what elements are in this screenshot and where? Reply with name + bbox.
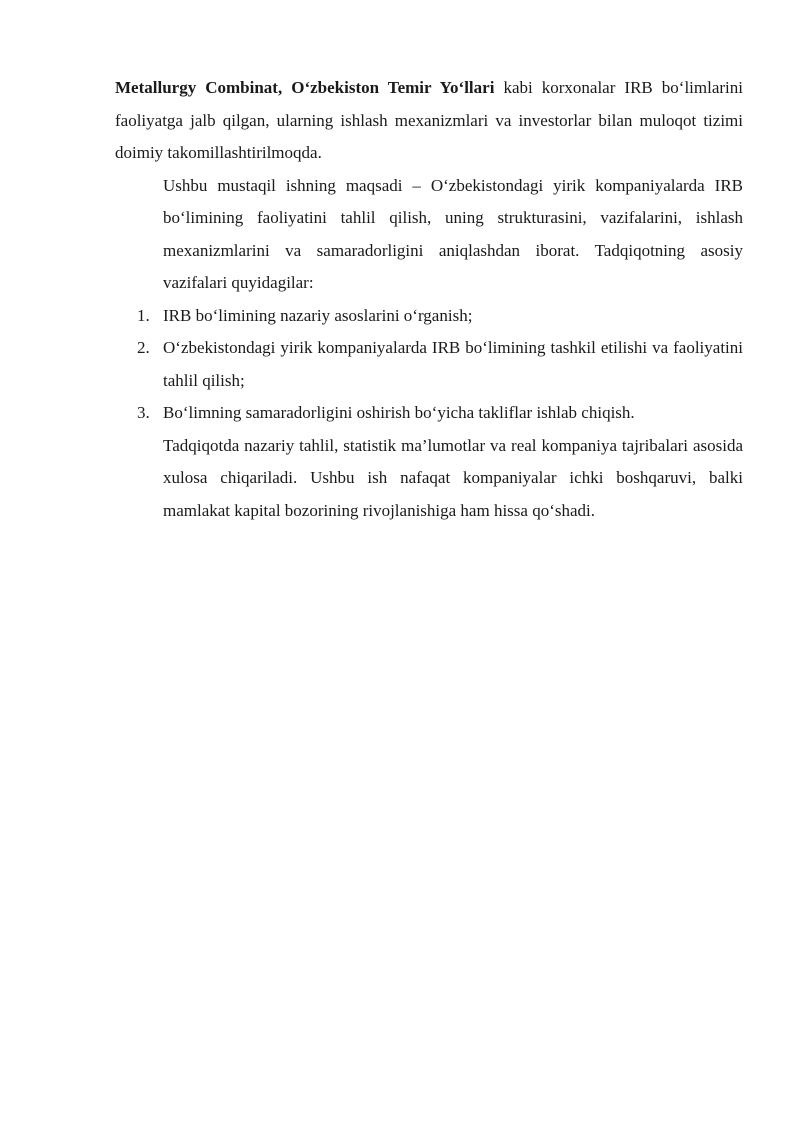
list-item <box>115 397 743 430</box>
conclusion-paragraph: Tadqiqotda nazariy tahlil, statistik ma’lumotlar va real kompaniya tajribalari asosida xulosa chiqariladi. Ushbu ish nafaqat kompaniyalar ichki boshqaruvi, balki mamlakat kapital bozorining rivojlanishiga ham hissa qo‘shadi. <box>163 435 743 520</box>
list-item-text: Bo‘limning samaradorligini oshirish bo‘yicha takliflar ishlab chiqish. <box>163 403 635 422</box>
list-item-number: 1. <box>137 305 150 325</box>
list-item-number: 3. <box>137 403 150 422</box>
list-item-text: O‘zbekistondagi yirik kompaniyalarda IRB bo‘limining tashkil etilishi va faoliyatini tahlil qilish; <box>163 338 743 390</box>
purpose-paragraph: Ushbu mustaqil ishning maqsadi – O‘zbekistondagi yirik kompaniyalarda IRB bo‘limining faoliyatini tahlil qilish, uning strukturasini, vazifalarini, ishlash mexanizmlarini va samaradorligini aniqlashdan iborat. Tadqiqotning asosiy vazifalari quyidagilar: <box>163 175 743 292</box>
intro-paragraph <box>115 72 743 170</box>
intro-text: kabi korxonalar IRB bo‘limlarini faoliyatga jalb qilgan, ularning ishlash mexanizmlari va investorlar bilan muloqot tizimi doimiy takomillashtirilmoqda. <box>115 78 743 162</box>
list-item <box>115 300 743 333</box>
intro-company-names: Metallurgy Combinat, O‘zbekiston Temir Yo‘llari <box>115 78 495 97</box>
task-list <box>115 300 743 430</box>
document-page <box>115 72 743 527</box>
list-item-number: 2. <box>137 338 150 357</box>
list-item <box>115 332 743 397</box>
list-item-text: IRB bo‘limining nazariy asoslarini o‘rganish; <box>163 305 473 325</box>
